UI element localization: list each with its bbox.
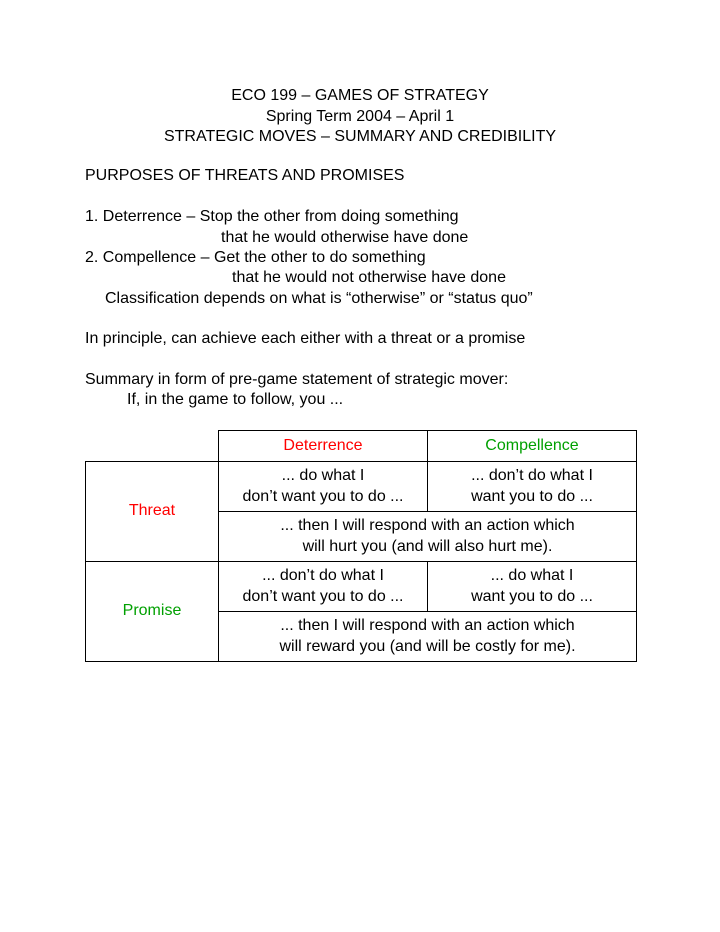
threat-response-cell — [219, 512, 637, 562]
principle-statement: In principle, can achieve each either with a threat or a promise — [85, 330, 526, 347]
table-row-promise-action — [86, 562, 637, 612]
promise-deterrence-line1: ... don’t do what I — [262, 567, 384, 584]
classification-note: Classification depends on what is “otherwise” or “status quo” — [105, 290, 533, 307]
summary-intro: Summary in form of pre-game statement of strategic mover: — [85, 371, 509, 388]
list-item-deterrence: 1. Deterrence – Stop the other from doing something — [85, 208, 459, 225]
row-label-promise: Promise — [86, 562, 219, 662]
promise-compellence-line1: ... do what I — [490, 567, 574, 584]
promise-response-cell — [219, 612, 637, 662]
threat-deterrence-line1: ... do what I — [281, 467, 365, 484]
table-header-row — [86, 431, 637, 462]
threat-response-line2: will hurt you (and will also hurt me). — [302, 537, 553, 555]
list-item-compellence-continuation: that he would not otherwise have done — [232, 269, 506, 286]
promise-deterrence-cell — [219, 562, 428, 612]
lecture-title: STRATEGIC MOVES – SUMMARY AND CREDIBILITY — [163, 128, 557, 145]
document-heading — [0, 86, 720, 148]
threat-response-line1: ... then I will respond with an action which — [280, 517, 575, 534]
strategic-moves-table — [85, 430, 637, 662]
section-title: PURPOSES OF THREATS AND PROMISES — [85, 167, 405, 184]
promise-deterrence-line2: don’t want you to do ... — [242, 587, 404, 605]
threat-compellence-cell — [428, 462, 637, 512]
threat-deterrence-line2: don’t want you to do ... — [242, 487, 404, 505]
list-item-deterrence-continuation: that he would otherwise have done — [221, 229, 469, 246]
table-corner-empty — [86, 431, 219, 462]
promise-response-line1: ... then I will respond with an action which — [280, 617, 575, 634]
summary-condition: If, in the game to follow, you ... — [127, 391, 344, 408]
column-header-deterrence: Deterrence — [219, 431, 428, 462]
threat-compellence-line1: ... don’t do what I — [471, 467, 593, 484]
promise-response-line2: will reward you (and will be costly for me). — [279, 637, 576, 655]
threat-deterrence-cell — [219, 462, 428, 512]
row-label-threat: Threat — [86, 462, 219, 562]
term-date: Spring Term 2004 – April 1 — [265, 107, 455, 125]
promise-compellence-cell — [428, 562, 637, 612]
column-header-compellence: Compellence — [428, 431, 637, 462]
threat-compellence-line2: want you to do ... — [471, 487, 593, 505]
course-title: ECO 199 – GAMES OF STRATEGY — [231, 87, 489, 104]
list-item-compellence: 2. Compellence – Get the other to do something — [85, 249, 426, 266]
promise-compellence-line2: want you to do ... — [471, 587, 593, 605]
table-row-threat-action — [86, 462, 637, 512]
